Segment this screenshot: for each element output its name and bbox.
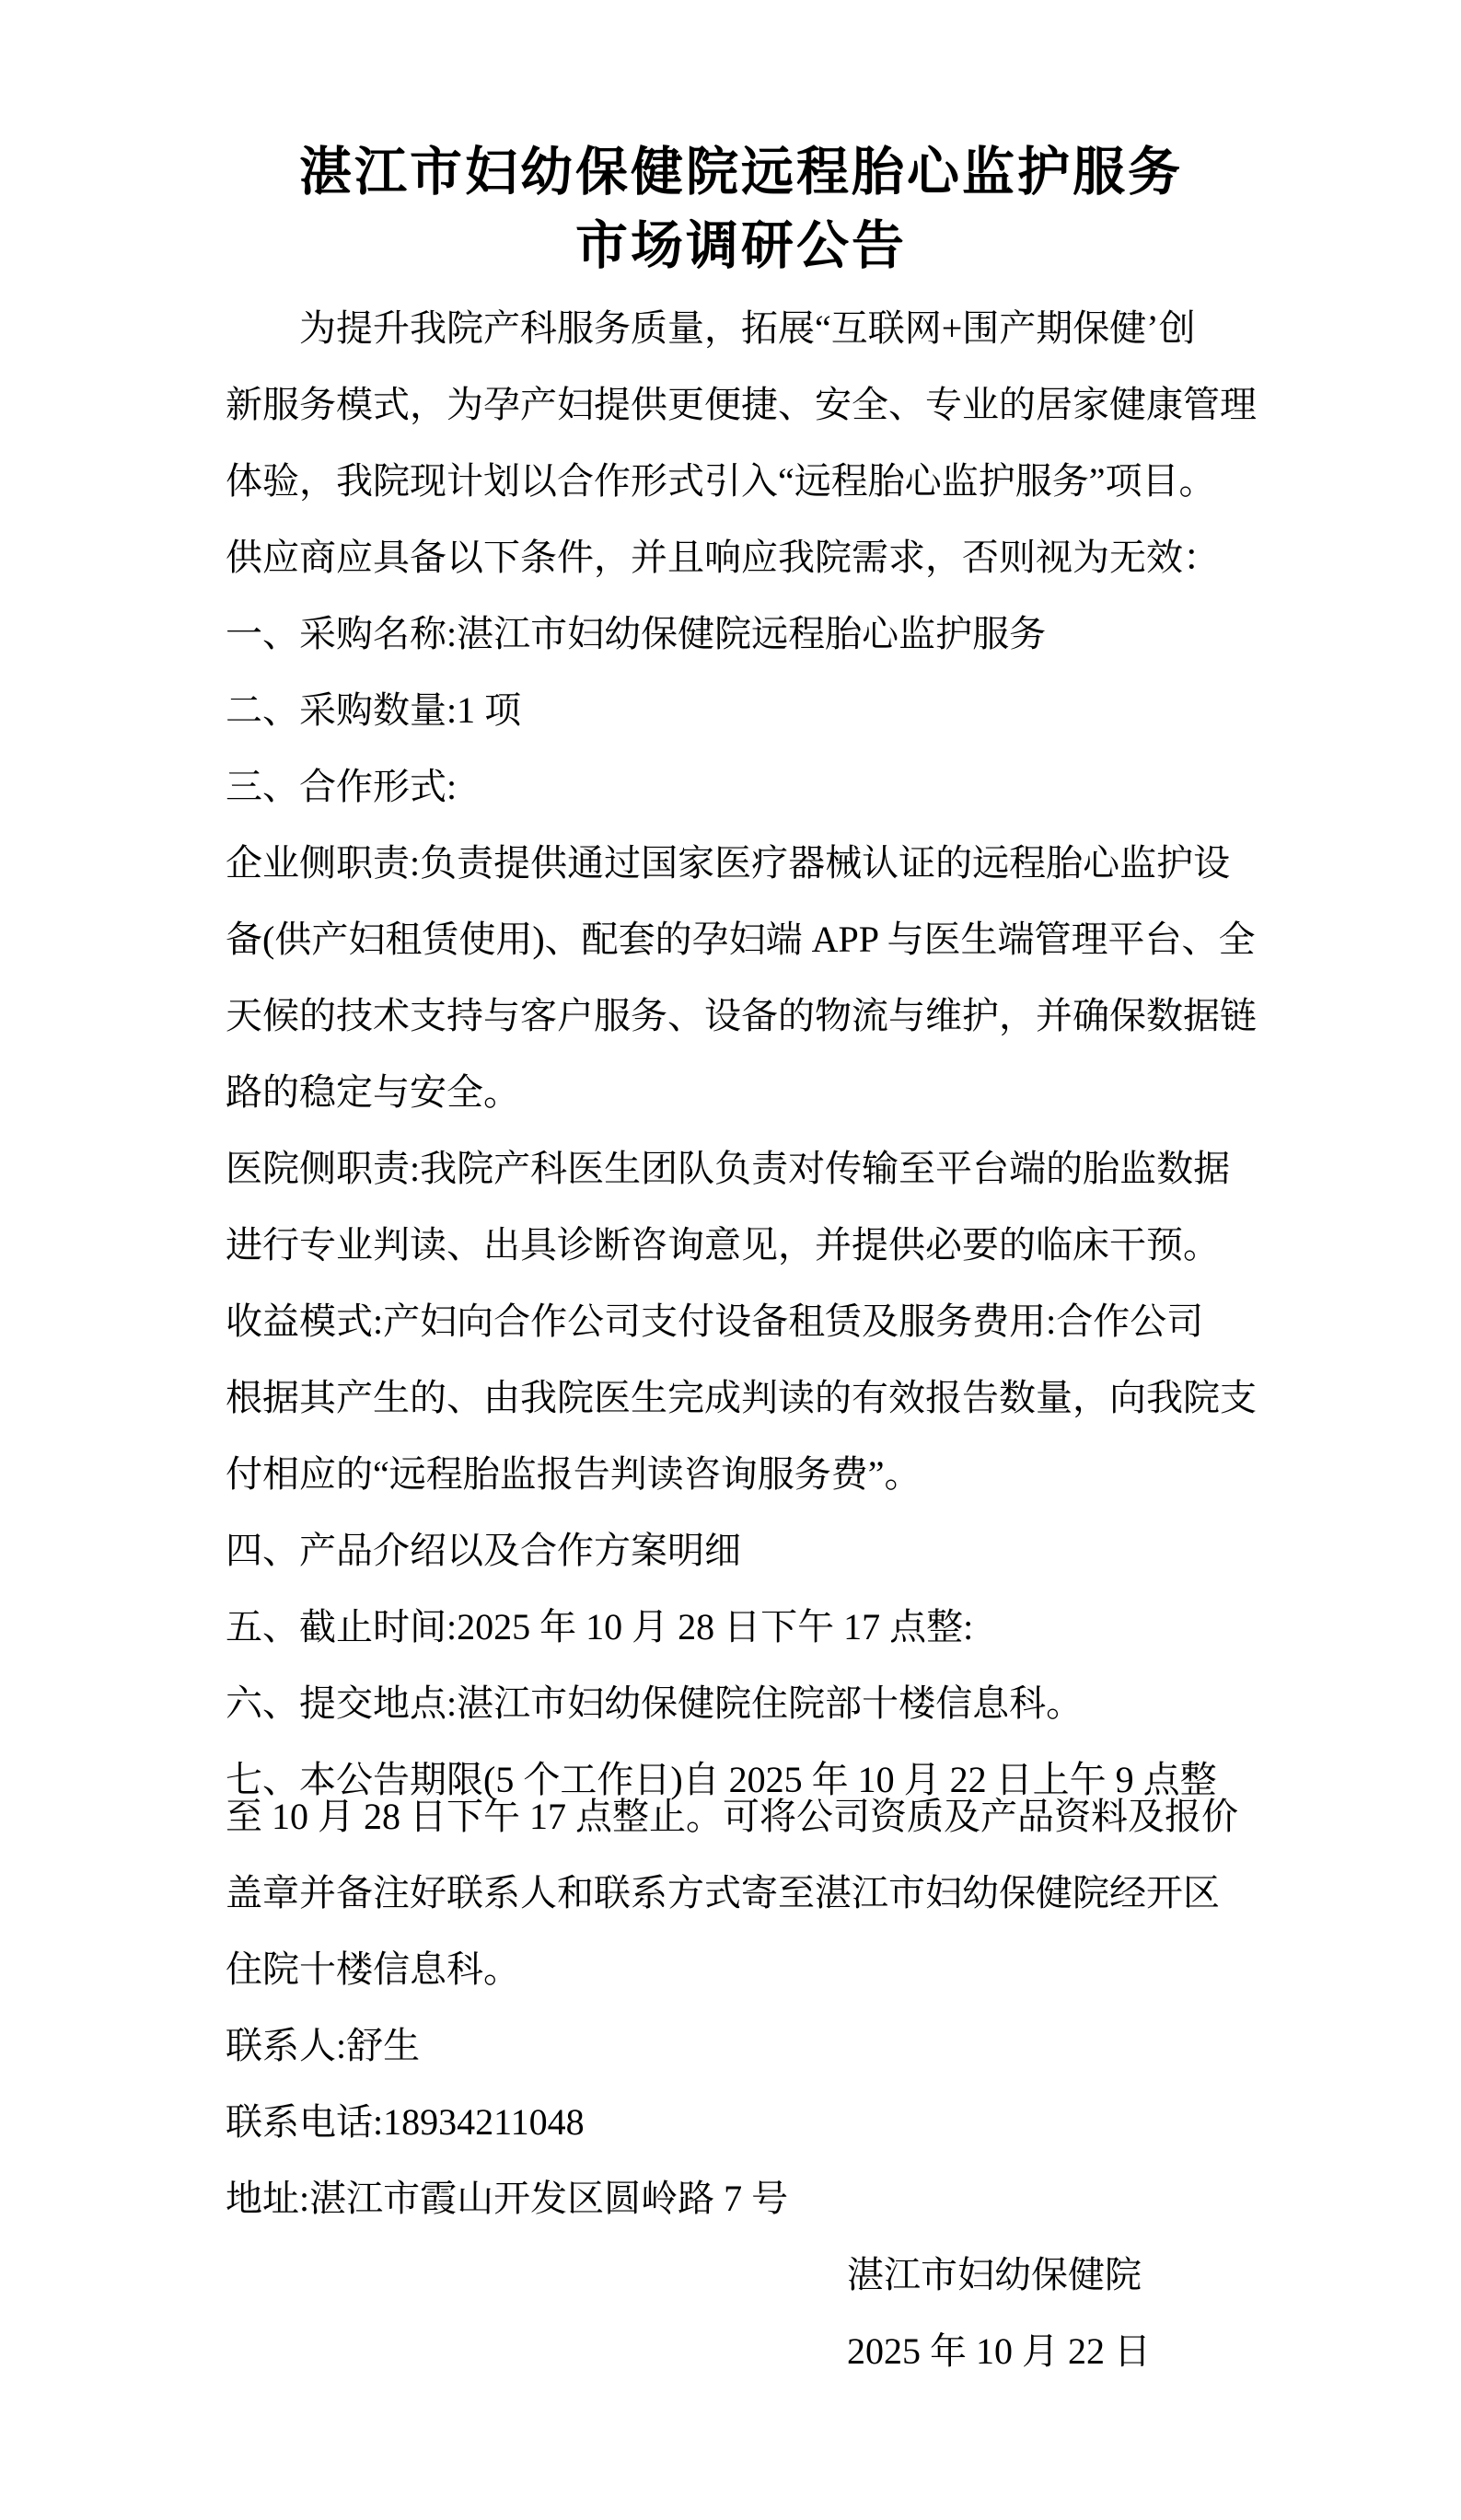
document-line: 天候的技术支持与客户服务、设备的物流与维护，并确保数据链 [226, 995, 1257, 1036]
document-line: 付相应的“远程胎监报告判读咨询服务费”。 [226, 1453, 922, 1495]
document-line: 体验，我院现计划以合作形式引入“远程胎心监护服务”项目。 [226, 460, 1216, 502]
document-line: 地址:湛江市霞山开发区圆岭路 7 号 [226, 2178, 789, 2219]
document-line: 至 10 月 28 日下午 17 点整止。可将公司资质及产品资料及报价 [226, 1796, 1238, 1837]
document-body [226, 290, 1257, 2237]
document-line: 二、采购数量:1 项 [226, 689, 522, 731]
document-content [226, 0, 1257, 2389]
document-line: 盖章并备注好联系人和联系方式寄至湛江市妇幼保健院经开区 [226, 1872, 1220, 1913]
document-line: 收益模式:产妇向合作公司支付设备租赁及服务费用:合作公司 [226, 1300, 1204, 1342]
document-title-line-1: 湛江市妇幼保健院远程胎心监护服务 [299, 144, 1183, 202]
document-line: 企业侧职责:负责提供通过国家医疗器械认证的远程胎心监护设 [226, 842, 1231, 884]
document-line: 三、合作形式: [226, 766, 458, 807]
document-line: 五、截止时间:2025 年 10 月 28 日下午 17 点整: [226, 1606, 974, 1647]
signature-date: 2025 年 10 月 22 日 [847, 2330, 1151, 2372]
document-line: 备(供产妇租赁使用)、配套的孕妇端 APP 与医生端管理平台、全 [226, 919, 1256, 960]
document-line: 进行专业判读、出具诊断咨询意见，并提供必要的临床干预。 [226, 1224, 1220, 1266]
document-line: 四、产品介绍以及合作方案明细 [226, 1530, 741, 1571]
document-line: 一、采购名称:湛江市妇幼保健院远程胎心监护服务 [226, 613, 1047, 654]
document-line: 新服务模式，为孕产妇提供更便捷、安全、专业的居家健康管理 [226, 384, 1257, 425]
document-line: 住院十楼信息科。 [226, 1948, 520, 1990]
document-line: 六、提交地点:湛江市妇幼保健院住院部十楼信息科。 [226, 1682, 1084, 1724]
document-title-line-2: 市场调研公告 [575, 217, 907, 275]
document-line: 联系人:舒生 [226, 2025, 421, 2066]
document-line: 联系电话:18934211048 [226, 2101, 585, 2143]
document-line: 七、本公告期限(5 个工作日)自 2025 年 10 月 22 日上午 9 点整 [226, 1759, 1217, 1800]
document-line: 根据其产生的、由我院医生完成判读的有效报告数量，向我院支 [226, 1377, 1257, 1418]
signature-org: 湛江市妇幼保健院 [847, 2254, 1142, 2295]
document-line: 供应商应具备以下条件，并且响应我院需求，否则视为无效： [226, 537, 1220, 578]
document-line: 路的稳定与安全。 [226, 1071, 520, 1113]
document-line: 医院侧职责:我院产科医生团队负责对传输至平台端的胎监数据 [226, 1148, 1231, 1189]
document-line: 为提升我院产科服务质量，拓展“互联网+围产期保健’创 [299, 307, 1196, 349]
